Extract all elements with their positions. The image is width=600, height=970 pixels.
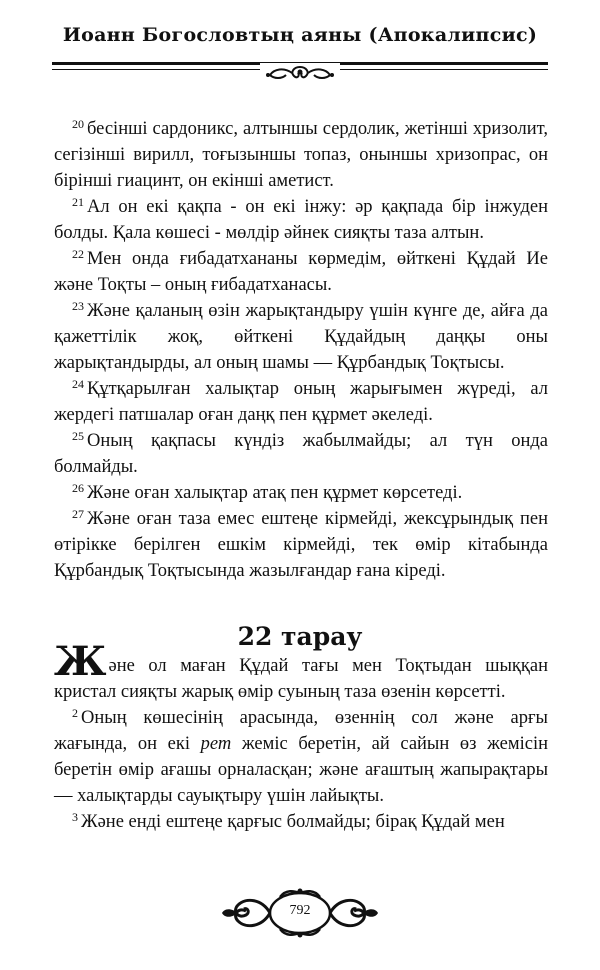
verse-text: Және оған таза емес ештеңе кірмейді, жексұрындық пен өтірікке берілген ешкім кірмейді, тек өмір кітабында Құрбандық Тоқтысында жазылғандар ғана кіреді. (54, 509, 548, 581)
verse-text: Ал он екі қақпа - он екі інжу: әр қақпада бір інжуден болды. Қала көшесі - мөлдір әйнек сияқты таза алтын. (54, 197, 548, 243)
italic-word: рет (200, 734, 232, 754)
verse-number: 20 (72, 117, 84, 131)
chapter-heading: 22 тарау (237, 622, 363, 651)
verse (54, 116, 548, 194)
drop-cap: Ж (54, 638, 107, 685)
verse-text: Мен онда ғибадатхананы көрмедім, өйткені Құдай Ие және Тоқты – оның ғибадатханасы. (54, 249, 548, 295)
verse-text: Оның қақпасы күндіз жабылмайды; ал түн онда болмайды. (54, 431, 548, 477)
verse-text: Және қаланың өзін жарықтандыру үшін күнге де, айға да қажеттілік жоқ, өйткені Құдайдың даңқы оны жарықтандырды, ал оның шамы — Құрбандық Тоқтысы. (54, 301, 548, 373)
verse-number: 25 (72, 429, 84, 443)
verse-number: 26 (72, 481, 84, 495)
verse-number: 23 (72, 299, 84, 313)
verse-number: 3 (72, 810, 78, 824)
verse (54, 506, 548, 584)
verse (54, 298, 548, 376)
verse-text: Және енді ештеңе қарғыс болмайды; бірақ Құдай мен (81, 812, 505, 832)
verse-number: 2 (72, 706, 78, 720)
verse (54, 428, 548, 480)
verse-number: 24 (72, 377, 84, 391)
verses-chapter-21-end (54, 116, 548, 584)
verse-text: Оның көшесінің арасында, өзеннің сол және арғы жағында, он екі (54, 708, 548, 754)
verse-number: 21 (72, 195, 84, 209)
verse (54, 194, 548, 246)
verses-chapter-22 (54, 638, 548, 835)
verse-text: Құтқарылған халықтар оның жарығымен жүреді, ал жердегі патшалар оған даңқ пен құрмет әкеледі. (54, 379, 548, 425)
verse-text: жеміс беретін, ай сайын өз жемісін беретін өмір ағашы орналасқан; және ағаштың жапырақтары — халықтарды сауықтыру үшін лайықты. (54, 734, 548, 806)
header-ornament-icon (260, 63, 340, 89)
verse-text: Және оған халықтар атақ пен құрмет көрсетеді. (87, 483, 463, 503)
page-number: 792 (289, 903, 311, 918)
verse-number: 27 (72, 507, 84, 521)
verse (54, 246, 548, 298)
running-header: Иоанн Богословтың аяны (Апокалипсис) (62, 24, 538, 46)
verse (54, 809, 548, 835)
verse (54, 638, 548, 705)
verse (54, 480, 548, 506)
verse-text: бесінші сардоникс, алтыншы сердолик, жетінші хризолит, сегізінші вирилл, тоғызыншы топаз, оныншы хризопрас, он бірінші гиацинт, он екінші аметист. (54, 119, 548, 191)
verse-text: әне ол маған Құдай тағы мен Тоқтыдан шыққан кристал сияқты жарық өмір суының таза өзенін көрсетті. (54, 656, 548, 702)
verse (54, 705, 548, 809)
verse-number: 22 (72, 247, 84, 261)
verse (54, 376, 548, 428)
